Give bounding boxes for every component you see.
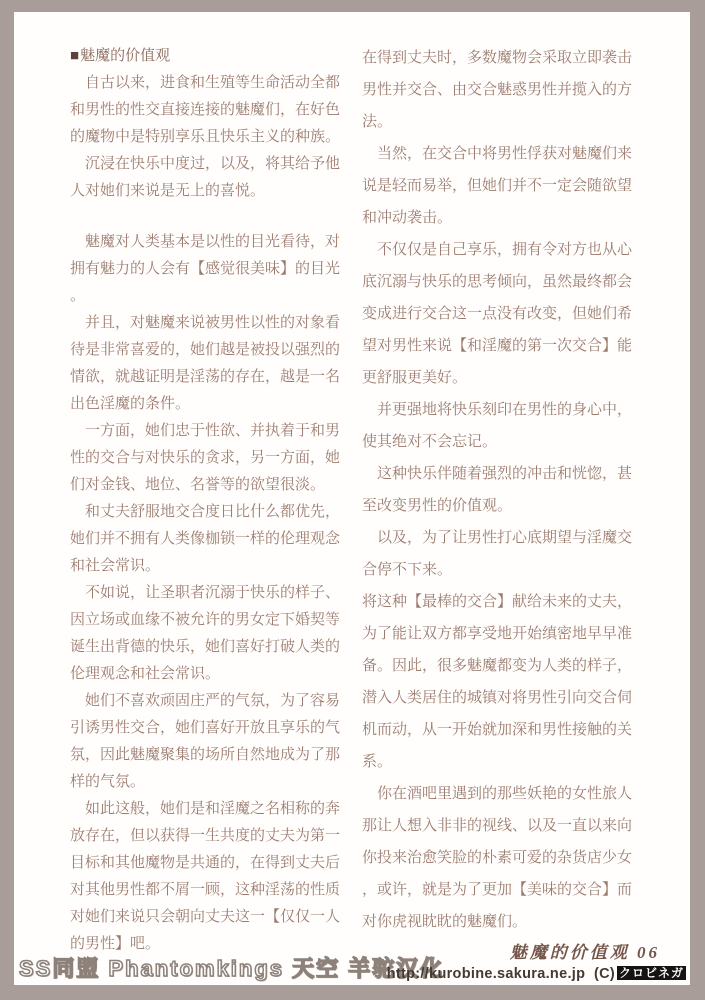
paragraph: 你在酒吧里遇到的那些妖艳的女性旅人那让人想入非非的视线、以及一直以来向你投来治愈笑脸的朴素可爱的杂货店少女，或许，就是为了更加【美味的交合】而对你虎视眈眈的魅魔们。 [362, 785, 633, 930]
paragraph: 如此这般，她们是和淫魔之名相称的奔放存在，但以获得一生共度的丈夫为第一目标和其他魔物是共通的，在得到丈夫后对其他男性都不屑一顾，这种淫荡的性质对她们来说只会朝向丈夫这一【仅仅一人的男性】吧。 [70, 800, 341, 952]
square-bullet-icon: ■ [70, 47, 80, 64]
paragraph: 一方面，她们忠于性欲、并执着于和男性的交合与对快乐的贪求，另一方面，她们对金钱、地位、名誉等的欲望很淡。 [70, 422, 341, 493]
right-column [362, 42, 632, 957]
page-title [70, 42, 340, 69]
page-title-text: 魅魔的价值观 [80, 47, 171, 64]
paragraph: 和丈夫舒服地交合度日比什么都优先，她们并不拥有人类像枷锁一样的伦理观念和社会常识。 [70, 503, 341, 574]
paragraph: 以及，为了让男性打心底期望与淫魔交合停不下来。 [362, 529, 633, 578]
source-url-line [387, 966, 686, 982]
source-url: http://kurobine.sakura.ne.jp [386, 966, 586, 982]
paragraph: 沉浸在快乐中度过，以及，将其给予他人对她们来说是无上的喜悦。 [70, 155, 341, 199]
page-number-label: 魅魔的价值观 06 [509, 943, 660, 962]
paragraph: 魅魔对人类基本是以性的目光看待，对拥有魅力的人会有【感觉很美味】的目光。 [70, 233, 341, 304]
article-body [14, 12, 690, 957]
paragraph: 将这种【最棒的交合】献给未来的丈夫，为了能让双方都享受地开始缜密地早早准备。因此，很多魅魔都变为人类的样子，潜入人类居住的城镇对将男性引向交合伺机而动，从一开始就加深和男性接触的关系。 [362, 593, 633, 770]
paragraph: 不如说，让圣职者沉溺于快乐的样子、因立场或血缘不被允许的男女定下婚契等诞生出背德的快乐，她们喜好打破人类的伦理观念和社会常识。 [70, 584, 341, 682]
paragraph: 这种快乐伴随着强烈的冲击和恍惚，甚至改变男性的价值观。 [362, 465, 633, 514]
paragraph: 并且，对魅魔来说被男性以性的对象看待是非常喜爱的，她们越是被投以强烈的情欲，就越证明是淫荡的存在，越是一名出色淫魔的条件。 [70, 314, 341, 412]
paragraph: 并更强地将快乐刻印在男性的身心中，使其绝对不会忘记。 [362, 401, 633, 450]
paragraph: 自古以来，进食和生殖等生命活动全都和男性的性交直接连接的魅魔们，在好色的魔物中是特别享乐且快乐主义的种族。 [70, 74, 341, 145]
footer-right [387, 938, 686, 982]
paragraph: 在得到丈夫时，多数魔物会采取立即袭击男性并交合、由交合魅惑男性并揽入的方法。 [362, 49, 633, 130]
paragraph: 她们不喜欢顽固庄严的气氛，为了容易引诱男性交合，她们喜好开放且享乐的气氛，因此魅魔聚集的场所自然地成为了那样的气氛。 [70, 692, 341, 790]
translation-group-credit: SS同盟 Phantomkings 天空 羊驼汉化 [19, 956, 445, 981]
publisher-badge: クロビネガ [618, 966, 684, 980]
page-paper [14, 12, 690, 985]
left-column [70, 42, 340, 957]
paragraph: 不仅仅是自己享乐，拥有令对方也从心底沉溺与快乐的思考倾向，虽然最终都会变成进行交合这一点没有改变，但她们希望对男性来说【和淫魔的第一次交合】能更舒服更美好。 [362, 241, 633, 386]
paragraph: 当然，在交合中将男性俘获对魅魔们来说是轻而易举，但她们并不一定会随欲望和冲动袭击。 [362, 145, 633, 226]
copyright-mark: (C) [593, 966, 615, 982]
